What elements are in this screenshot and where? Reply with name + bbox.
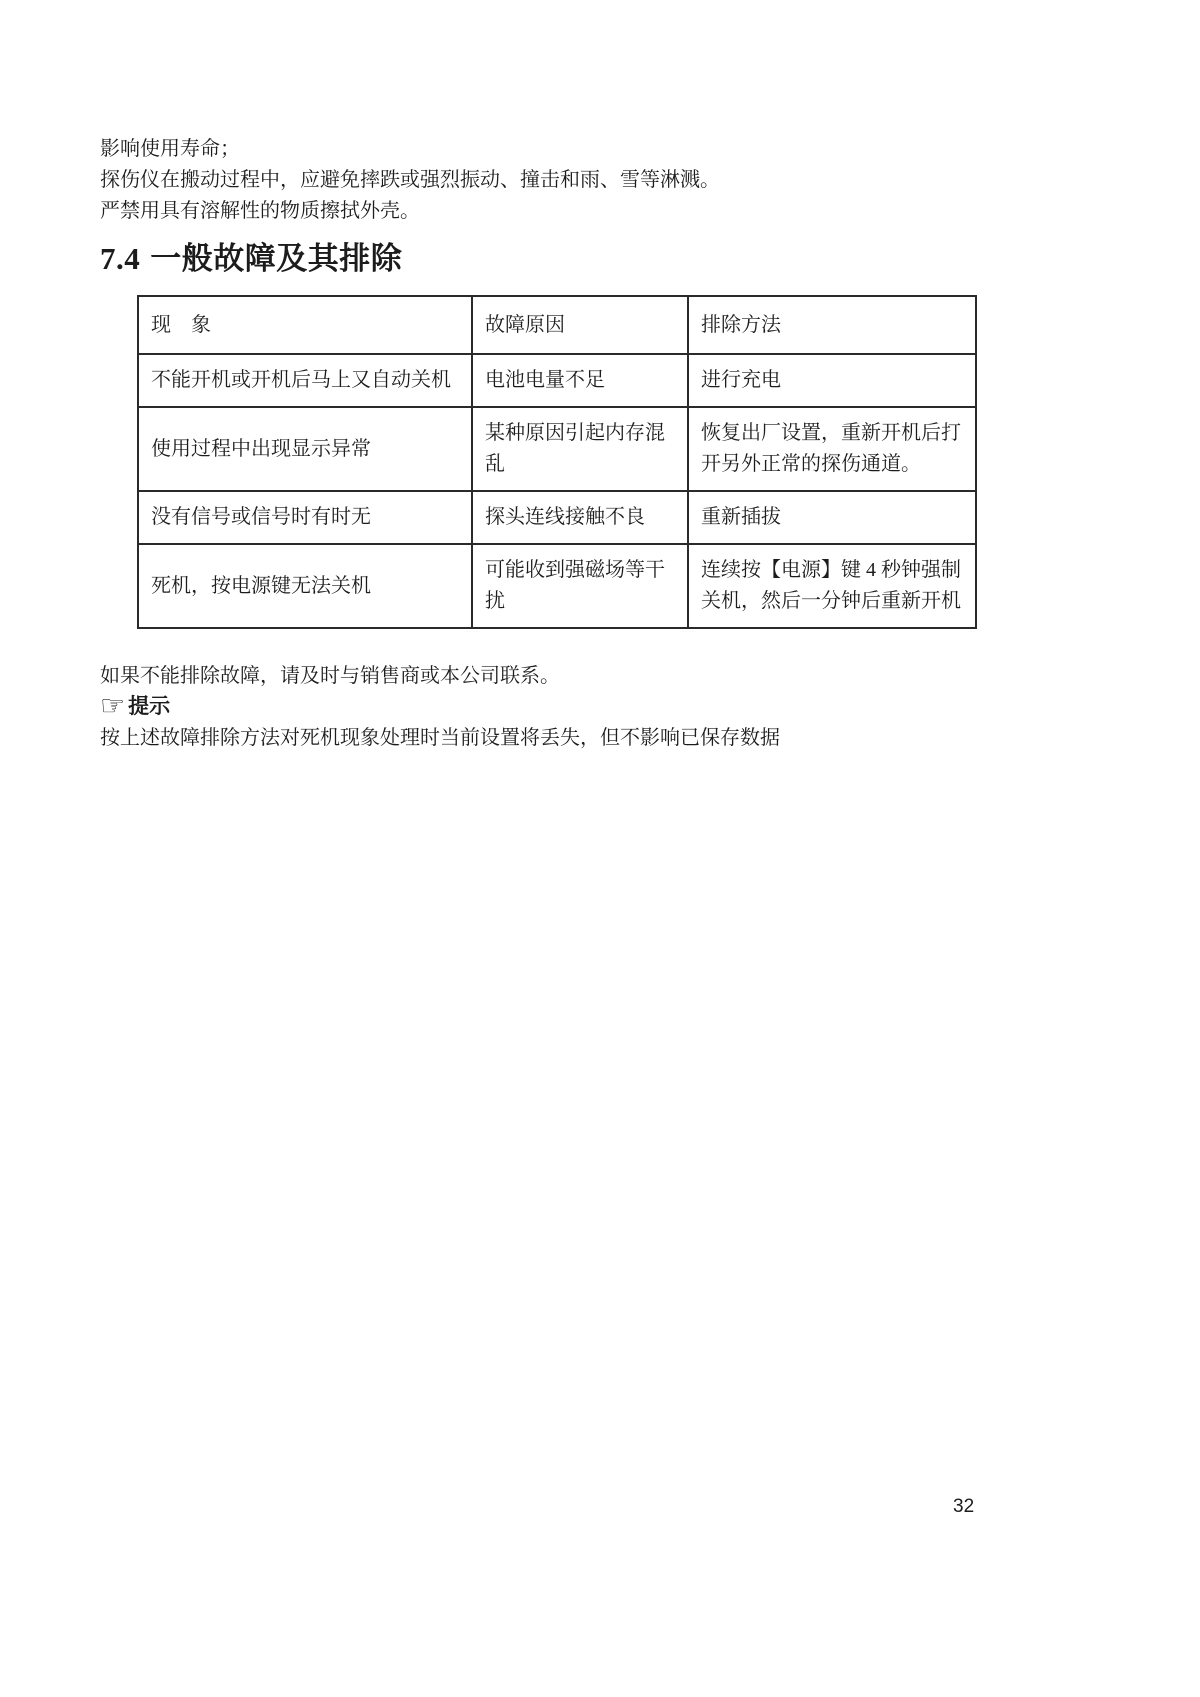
after-table-notes xyxy=(100,661,1100,753)
table-row xyxy=(138,407,976,491)
header-cause: 故障原因 xyxy=(472,296,688,354)
cell-solution: 连续按【电源】键 4 秒钟强制关机，然后一分钟后重新开机 xyxy=(688,544,976,628)
tip-text: 按上述故障排除方法对死机现象处理时当前设置将丢失，但不影响已保存数据 xyxy=(100,727,780,749)
cell-solution: 进行充电 xyxy=(688,354,976,407)
pointing-hand-icon: ☞ xyxy=(100,691,126,722)
cell-cause: 可能收到强磁场等干扰 xyxy=(472,544,688,628)
cell-phenomenon: 使用过程中出现显示异常 xyxy=(138,407,472,491)
cell-cause: 探头连线接触不良 xyxy=(472,491,688,544)
page-number: 32 xyxy=(953,1496,975,1517)
section-heading xyxy=(100,240,1100,278)
table-row xyxy=(138,491,976,544)
intro-line-1: 影响使用寿命； xyxy=(100,138,240,160)
table-row xyxy=(138,544,976,628)
tip-label: 提示 xyxy=(128,695,171,718)
table-row xyxy=(138,354,976,407)
cell-phenomenon: 死机，按电源键无法关机 xyxy=(138,544,472,628)
tip-line xyxy=(100,691,1100,723)
contact-note: 如果不能排除故障，请及时与销售商或本公司联系。 xyxy=(100,665,560,687)
section-number: 7.4 xyxy=(100,241,141,276)
table-header-row xyxy=(138,296,976,354)
cell-cause: 电池电量不足 xyxy=(472,354,688,407)
cell-solution: 重新插拔 xyxy=(688,491,976,544)
page-content xyxy=(100,134,1100,753)
fault-table xyxy=(137,295,977,629)
section-title: 一般故障及其排除 xyxy=(150,241,403,276)
intro-line-3: 严禁用具有溶解性的物质擦拭外壳。 xyxy=(100,200,420,222)
header-solution: 排除方法 xyxy=(688,296,976,354)
header-phenomenon: 现 象 xyxy=(138,296,472,354)
cell-solution: 恢复出厂设置，重新开机后打开另外正常的探伤通道。 xyxy=(688,407,976,491)
cell-cause: 某种原因引起内存混乱 xyxy=(472,407,688,491)
intro-paragraph xyxy=(100,134,1100,227)
cell-phenomenon: 不能开机或开机后马上又自动关机 xyxy=(138,354,472,407)
cell-phenomenon: 没有信号或信号时有时无 xyxy=(138,491,472,544)
intro-line-2: 探伤仪在搬动过程中，应避免摔跌或强烈振动、撞击和雨、雪等淋溅。 xyxy=(100,169,720,191)
